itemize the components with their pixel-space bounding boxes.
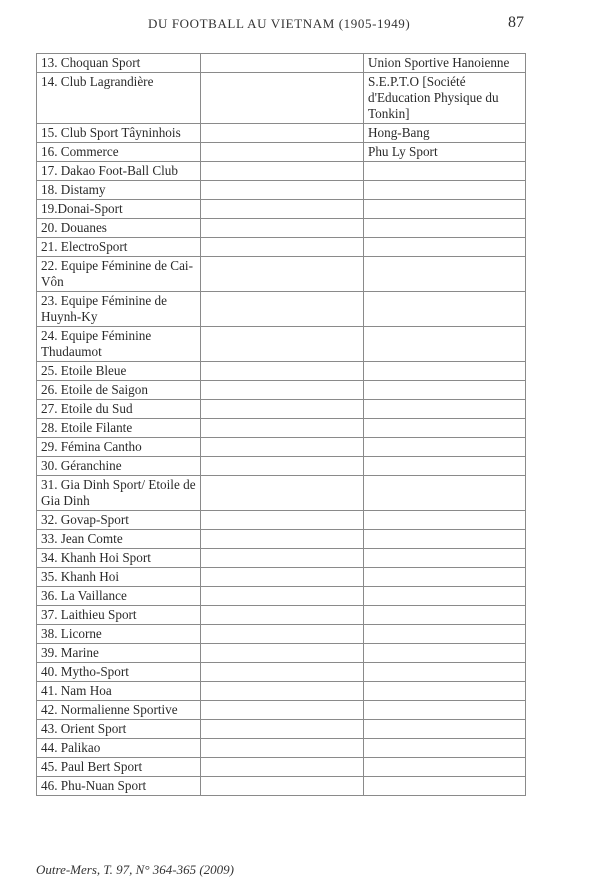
table-row bbox=[37, 606, 526, 625]
table-cell-1 bbox=[37, 682, 201, 701]
table-cell-2 bbox=[201, 181, 364, 200]
table-cell-1 bbox=[37, 530, 201, 549]
table-cell-3 bbox=[364, 400, 526, 419]
table-cell-2 bbox=[201, 327, 364, 362]
table-row bbox=[37, 381, 526, 400]
table-cell-1 bbox=[37, 362, 201, 381]
table-cell-2 bbox=[201, 587, 364, 606]
cell-text: 35. Khanh Hoi bbox=[41, 569, 120, 584]
cell-text: 32. Govap-Sport bbox=[41, 512, 129, 527]
cell-text: 46. Phu-Nuan Sport bbox=[41, 778, 147, 793]
table-cell-1 bbox=[37, 162, 201, 181]
table-cell-2 bbox=[201, 644, 364, 663]
cell-text: 14. Club Lagrandière bbox=[41, 74, 154, 89]
table-cell-3 bbox=[364, 549, 526, 568]
table-cell-2 bbox=[201, 663, 364, 682]
table-row bbox=[37, 720, 526, 739]
table-cell-2 bbox=[201, 162, 364, 181]
page-footer-citation: Outre-Mers, T. 97, N° 364-365 (2009) bbox=[36, 862, 235, 877]
table-cell-3 bbox=[364, 701, 526, 720]
table-cell-3 bbox=[364, 438, 526, 457]
table-cell-1 bbox=[37, 568, 201, 587]
table-cell-2 bbox=[201, 257, 364, 292]
table-cell-2 bbox=[201, 549, 364, 568]
table-cell-2 bbox=[201, 438, 364, 457]
table-cell-3 bbox=[364, 257, 526, 292]
table-cell-1 bbox=[37, 200, 201, 219]
clubs-table bbox=[36, 53, 526, 796]
table-cell-1 bbox=[37, 381, 201, 400]
table-cell-2 bbox=[201, 682, 364, 701]
table-cell-1 bbox=[37, 644, 201, 663]
cell-text: 21. ElectroSport bbox=[41, 239, 128, 254]
table-cell-2 bbox=[201, 511, 364, 530]
table-cell-1 bbox=[37, 419, 201, 438]
table-cell-3 bbox=[364, 682, 526, 701]
table-cell-1 bbox=[37, 54, 201, 73]
table-cell-2 bbox=[201, 739, 364, 758]
cell-text: 34. Khanh Hoi Sport bbox=[41, 550, 151, 565]
table-cell-2 bbox=[201, 124, 364, 143]
table-cell-1 bbox=[37, 476, 201, 511]
table-cell-3 bbox=[364, 327, 526, 362]
table-row bbox=[37, 292, 526, 327]
cell-text: 33. Jean Comte bbox=[41, 531, 123, 546]
table-cell-2 bbox=[201, 200, 364, 219]
table-cell-2 bbox=[201, 530, 364, 549]
table-cell-1 bbox=[37, 219, 201, 238]
table-cell-2 bbox=[201, 73, 364, 124]
table-cell-2 bbox=[201, 457, 364, 476]
table-cell-3 bbox=[364, 362, 526, 381]
table-cell-3 bbox=[364, 124, 526, 143]
cell-text: 25. Etoile Bleue bbox=[41, 363, 127, 378]
cell-text: 13. Choquan Sport bbox=[41, 55, 141, 70]
cell-text: Phu Ly Sport bbox=[368, 144, 438, 159]
table-cell-2 bbox=[201, 362, 364, 381]
table-row bbox=[37, 777, 526, 796]
table-cell-1 bbox=[37, 758, 201, 777]
cell-text: 30. Géranchine bbox=[41, 458, 122, 473]
page-number: 87 bbox=[508, 14, 524, 31]
table-row bbox=[37, 143, 526, 162]
table-cell-1 bbox=[37, 181, 201, 200]
table-cell-3 bbox=[364, 758, 526, 777]
table-cell-2 bbox=[201, 701, 364, 720]
table-cell-2 bbox=[201, 219, 364, 238]
table-cell-3 bbox=[364, 568, 526, 587]
cell-text: 24. Equipe Féminine Thudaumot bbox=[41, 328, 152, 359]
cell-text: 19.Donai-Sport bbox=[41, 201, 123, 216]
cell-text: 16. Commerce bbox=[41, 144, 119, 159]
table-row bbox=[37, 419, 526, 438]
table-cell-3 bbox=[364, 419, 526, 438]
table-row bbox=[37, 238, 526, 257]
table-row bbox=[37, 400, 526, 419]
table-cell-3 bbox=[364, 606, 526, 625]
table-cell-1 bbox=[37, 238, 201, 257]
table-cell-2 bbox=[201, 143, 364, 162]
cell-text: 42. Normalienne Sportive bbox=[41, 702, 178, 717]
table-cell-1 bbox=[37, 327, 201, 362]
table-row bbox=[37, 327, 526, 362]
table-row bbox=[37, 644, 526, 663]
table-cell-3 bbox=[364, 530, 526, 549]
table-cell-1 bbox=[37, 292, 201, 327]
table-cell-3 bbox=[364, 457, 526, 476]
table-cell-2 bbox=[201, 419, 364, 438]
cell-text: 17. Dakao Foot-Ball Club bbox=[41, 163, 178, 178]
table-cell-3 bbox=[364, 238, 526, 257]
table-cell-1 bbox=[37, 777, 201, 796]
cell-text: 37. Laithieu Sport bbox=[41, 607, 137, 622]
table-cell-1 bbox=[37, 701, 201, 720]
table-cell-2 bbox=[201, 606, 364, 625]
table-cell-2 bbox=[201, 777, 364, 796]
table-cell-3 bbox=[364, 200, 526, 219]
table-row bbox=[37, 568, 526, 587]
table-row bbox=[37, 73, 526, 124]
table-row bbox=[37, 476, 526, 511]
table-cell-3 bbox=[364, 739, 526, 758]
table-cell-1 bbox=[37, 257, 201, 292]
table-cell-2 bbox=[201, 625, 364, 644]
table-row bbox=[37, 549, 526, 568]
table-cell-1 bbox=[37, 625, 201, 644]
cell-text: 43. Orient Sport bbox=[41, 721, 127, 736]
table-cell-3 bbox=[364, 625, 526, 644]
cell-text: 29. Fémina Cantho bbox=[41, 439, 142, 454]
table-row bbox=[37, 663, 526, 682]
table-cell-3 bbox=[364, 511, 526, 530]
table-cell-1 bbox=[37, 720, 201, 739]
table-cell-3 bbox=[364, 720, 526, 739]
clubs-table-body bbox=[37, 54, 526, 796]
table-row bbox=[37, 758, 526, 777]
table-row bbox=[37, 739, 526, 758]
cell-text: 31. Gia Dinh Sport/ Etoile de Gia Dinh bbox=[41, 477, 196, 508]
table-cell-1 bbox=[37, 143, 201, 162]
table-cell-3 bbox=[364, 777, 526, 796]
table-cell-3 bbox=[364, 181, 526, 200]
table-cell-3 bbox=[364, 54, 526, 73]
table-cell-2 bbox=[201, 292, 364, 327]
table-cell-2 bbox=[201, 568, 364, 587]
table-cell-3 bbox=[364, 219, 526, 238]
table-cell-1 bbox=[37, 73, 201, 124]
table-row bbox=[37, 200, 526, 219]
table-cell-2 bbox=[201, 54, 364, 73]
table-cell-3 bbox=[364, 587, 526, 606]
table-row bbox=[37, 511, 526, 530]
table-row bbox=[37, 587, 526, 606]
cell-text: S.E.P.T.O [Société d'Education Physique du Tonkin] bbox=[368, 74, 499, 121]
cell-text: 27. Etoile du Sud bbox=[41, 401, 133, 416]
cell-text: 22. Equipe Féminine de Cai-Vôn bbox=[41, 258, 193, 289]
table-row bbox=[37, 181, 526, 200]
table-row bbox=[37, 162, 526, 181]
cell-text: 18. Distamy bbox=[41, 182, 106, 197]
cell-text: 26. Etoile de Saigon bbox=[41, 382, 148, 397]
cell-text: 20. Douanes bbox=[41, 220, 107, 235]
table-cell-3 bbox=[364, 73, 526, 124]
table-row bbox=[37, 362, 526, 381]
cell-text: 28. Etoile Filante bbox=[41, 420, 133, 435]
table-cell-1 bbox=[37, 663, 201, 682]
table-row bbox=[37, 701, 526, 720]
table-row bbox=[37, 625, 526, 644]
cell-text: 45. Paul Bert Sport bbox=[41, 759, 143, 774]
cell-text: 23. Equipe Féminine de Huynh-Ky bbox=[41, 293, 167, 324]
cell-text: 40. Mytho-Sport bbox=[41, 664, 129, 679]
page-header bbox=[0, 14, 603, 36]
table-cell-2 bbox=[201, 720, 364, 739]
table-row bbox=[37, 219, 526, 238]
table-cell-1 bbox=[37, 549, 201, 568]
cell-text: 15. Club Sport Tâyninhois bbox=[41, 125, 181, 140]
cell-text: 36. La Vaillance bbox=[41, 588, 127, 603]
table-cell-3 bbox=[364, 292, 526, 327]
cell-text: Union Sportive Hanoienne bbox=[368, 55, 510, 70]
table-row bbox=[37, 124, 526, 143]
table-cell-1 bbox=[37, 587, 201, 606]
table-cell-3 bbox=[364, 143, 526, 162]
table-cell-2 bbox=[201, 476, 364, 511]
table-row bbox=[37, 257, 526, 292]
table-cell-3 bbox=[364, 663, 526, 682]
table-row bbox=[37, 530, 526, 549]
table-row bbox=[37, 54, 526, 73]
table-cell-3 bbox=[364, 162, 526, 181]
cell-text: 41. Nam Hoa bbox=[41, 683, 112, 698]
table-cell-1 bbox=[37, 457, 201, 476]
cell-text: 38. Licorne bbox=[41, 626, 102, 641]
cell-text: 39. Marine bbox=[41, 645, 99, 660]
table-cell-2 bbox=[201, 400, 364, 419]
cell-text: 44. Palikao bbox=[41, 740, 101, 755]
running-title: DU FOOTBALL AU VIETNAM (1905-1949) bbox=[148, 16, 411, 31]
table-cell-1 bbox=[37, 124, 201, 143]
table-row bbox=[37, 438, 526, 457]
table-cell-1 bbox=[37, 511, 201, 530]
table-cell-3 bbox=[364, 381, 526, 400]
table-cell-3 bbox=[364, 644, 526, 663]
table-row bbox=[37, 682, 526, 701]
table-cell-1 bbox=[37, 400, 201, 419]
table-cell-1 bbox=[37, 606, 201, 625]
table-cell-3 bbox=[364, 476, 526, 511]
table-cell-2 bbox=[201, 238, 364, 257]
cell-text: Hong-Bang bbox=[368, 125, 430, 140]
table-cell-1 bbox=[37, 438, 201, 457]
table-cell-1 bbox=[37, 739, 201, 758]
table-row bbox=[37, 457, 526, 476]
table-cell-2 bbox=[201, 758, 364, 777]
table-cell-2 bbox=[201, 381, 364, 400]
